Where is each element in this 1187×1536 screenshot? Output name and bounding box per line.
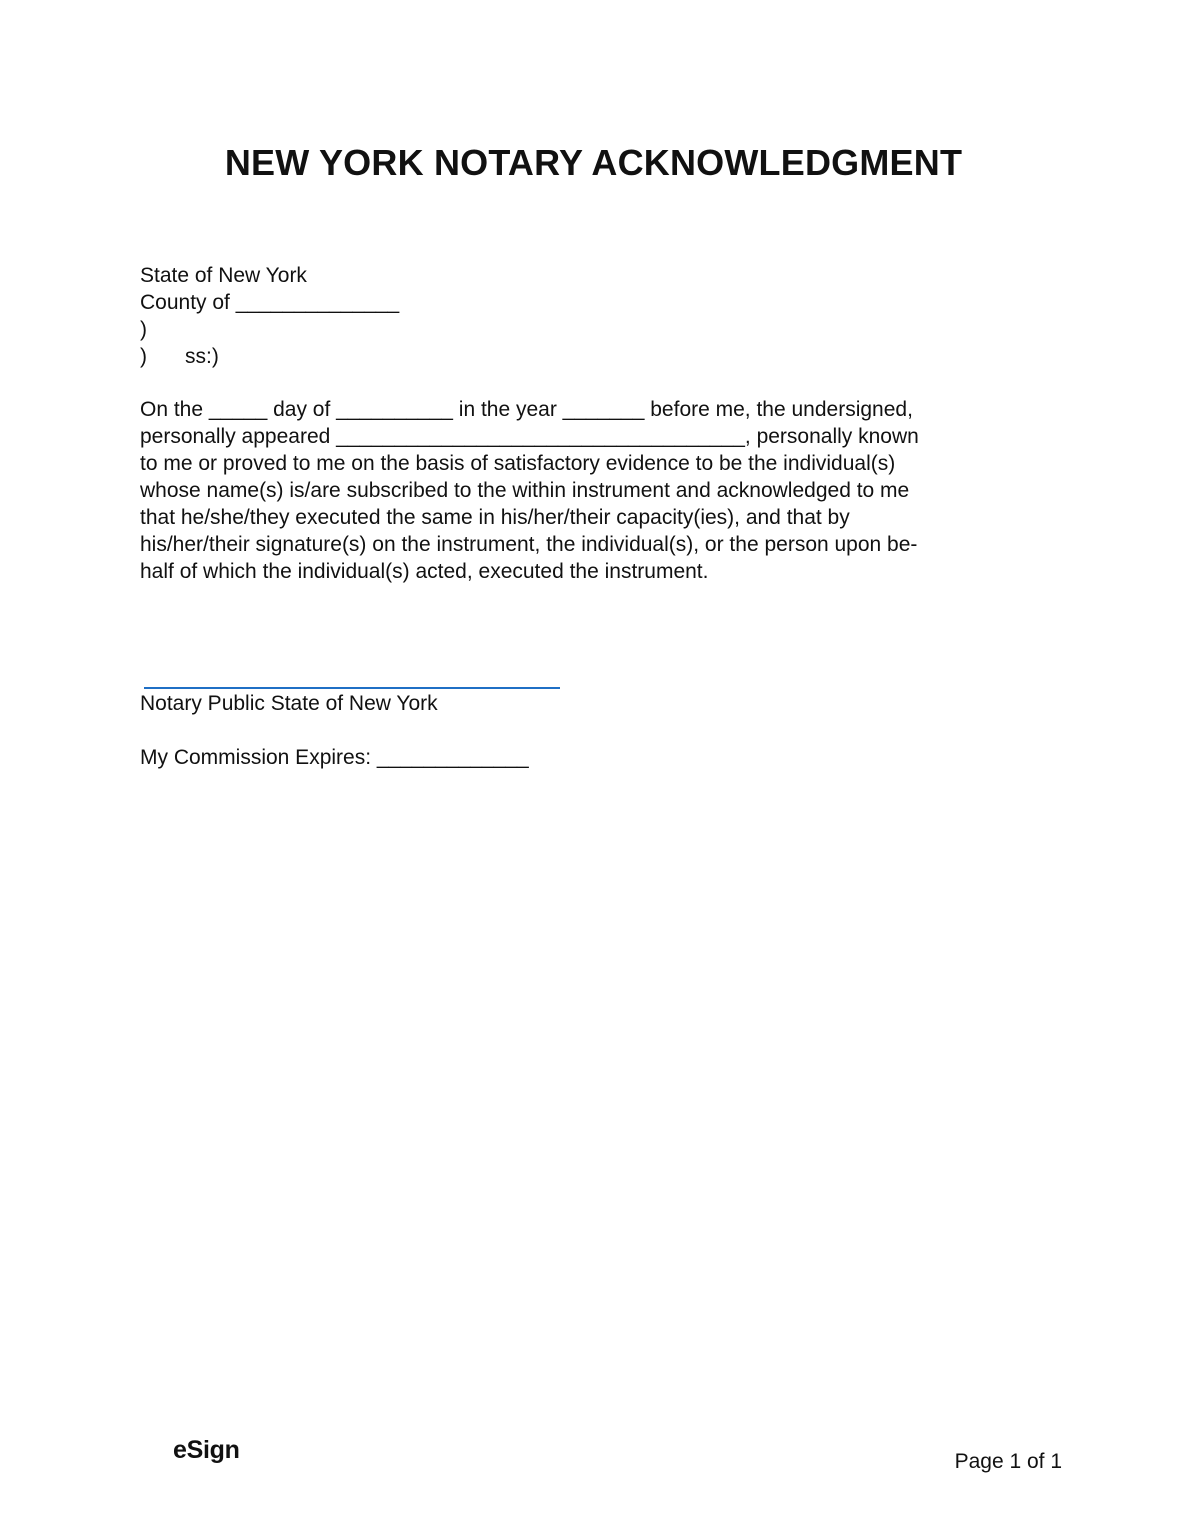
venue-paren: )	[140, 318, 147, 341]
esign-logo: eSign	[173, 1436, 240, 1464]
paragraph-line: On the _____ day of __________ in the year _______ before me, the undersigned,	[140, 398, 913, 421]
county-line: County of ______________	[140, 291, 400, 314]
page-number: Page 1 of 1	[954, 1450, 1062, 1473]
commission-expires-line: My Commission Expires: _____________	[140, 746, 529, 769]
page-title: NEW YORK NOTARY ACKNOWLEDGMENT	[224, 142, 963, 183]
paragraph-line: personally appeared ___________________________________, personally known	[140, 425, 919, 448]
ss-label: ss:)	[185, 345, 219, 368]
paragraph-line: to me or proved to me on the basis of satisfactory evidence to be the individual(s)	[140, 452, 896, 475]
paragraph-line: half of which the individual(s) acted, executed the instrument.	[140, 560, 709, 583]
notary-signature-line[interactable]	[144, 687, 560, 689]
venue-paren: )	[140, 345, 147, 368]
state-line: State of New York	[140, 264, 307, 287]
paragraph-line: whose name(s) is/are subscribed to the within instrument and acknowledged to me	[140, 479, 910, 502]
paragraph-line: that he/she/they executed the same in his/her/their capacity(ies), and that by	[140, 506, 850, 529]
notary-label: Notary Public State of New York	[140, 692, 438, 715]
paragraph-line: his/her/their signature(s) on the instrument, the individual(s), or the person upon be-	[140, 533, 918, 556]
venue-block	[140, 262, 399, 370]
ss-line	[140, 343, 399, 370]
acknowledgment-paragraph	[140, 396, 1040, 585]
